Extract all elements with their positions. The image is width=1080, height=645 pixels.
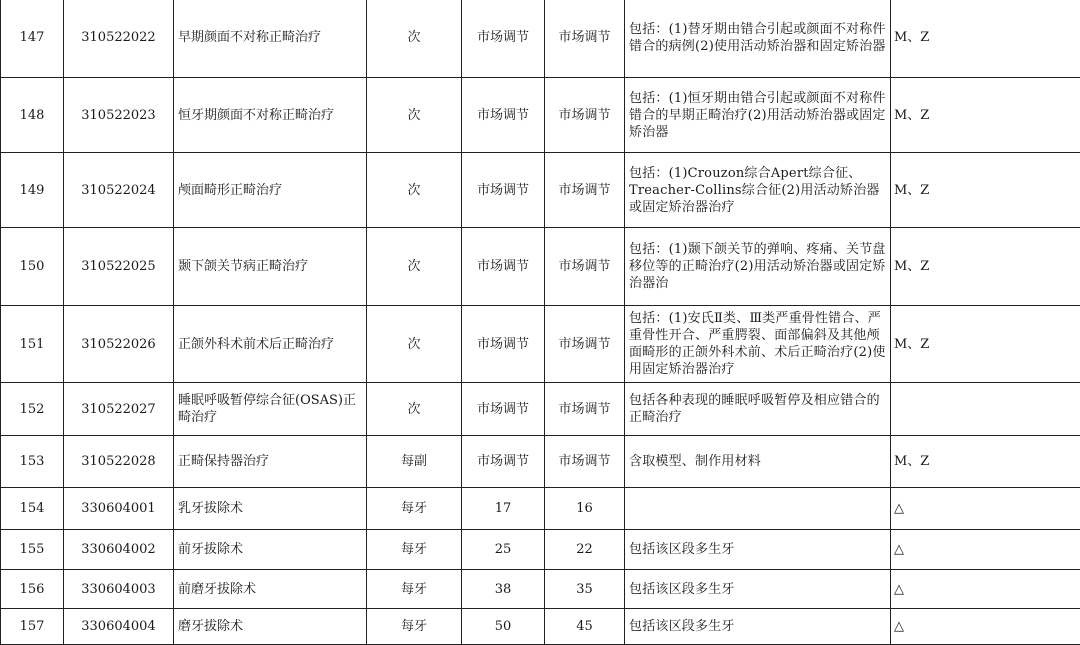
row-price-b: 22 bbox=[545, 530, 625, 570]
row-price-a: 市场调节 bbox=[462, 228, 545, 306]
row-note: M、Z bbox=[891, 228, 1080, 306]
row-code: 330604003 bbox=[64, 570, 174, 609]
row-seq: 156 bbox=[1, 570, 64, 609]
row-description: 包括：(1)安氏Ⅱ类、Ⅲ类严重骨性错合、严重骨性开合、严重腭裂、面部偏斜及其他颅面畸形的正颌外科术前、术后正畸治疗(2)使用固定矫治器治疗 bbox=[625, 306, 891, 383]
row-note: M、Z bbox=[891, 78, 1080, 153]
row-code: 310522027 bbox=[64, 383, 174, 436]
row-seq: 154 bbox=[1, 488, 64, 530]
row-unit: 每牙 bbox=[367, 488, 462, 530]
row-description: 包括：(1)恒牙期由错合引起或颜面不对称件错合的早期正畸治疗(2)用活动矫治器或固定矫治器 bbox=[625, 78, 891, 153]
row-price-b: 市场调节 bbox=[545, 436, 625, 488]
row-unit: 次 bbox=[367, 228, 462, 306]
row-note: M、Z bbox=[891, 436, 1080, 488]
row-note: M、Z bbox=[891, 306, 1080, 383]
table-row bbox=[1, 0, 1080, 78]
row-note: △ bbox=[891, 609, 1080, 645]
row-item-name: 正颌外科术前术后正畸治疗 bbox=[174, 306, 367, 383]
row-note: △ bbox=[891, 570, 1080, 609]
row-note: △ bbox=[891, 530, 1080, 570]
table-row bbox=[1, 530, 1080, 570]
row-description: 包括该区段多生牙 bbox=[625, 570, 891, 609]
row-unit: 次 bbox=[367, 383, 462, 436]
row-price-b: 市场调节 bbox=[545, 78, 625, 153]
table-row bbox=[1, 306, 1080, 383]
row-item-name: 前牙拔除术 bbox=[174, 530, 367, 570]
table-row bbox=[1, 488, 1080, 530]
row-item-name: 正畸保持器治疗 bbox=[174, 436, 367, 488]
row-code: 310522023 bbox=[64, 78, 174, 153]
row-code: 310522025 bbox=[64, 228, 174, 306]
row-code: 330604004 bbox=[64, 609, 174, 645]
row-code: 310522022 bbox=[64, 0, 174, 78]
row-price-b: 市场调节 bbox=[545, 0, 625, 78]
row-unit: 次 bbox=[367, 153, 462, 228]
table-row bbox=[1, 436, 1080, 488]
row-price-b: 35 bbox=[545, 570, 625, 609]
row-description: 包括：(1)Crouzon综合Apert综合征、Treacher-Collins综合征(2)用活动矫治器或固定矫治器治疗 bbox=[625, 153, 891, 228]
row-unit: 每牙 bbox=[367, 609, 462, 645]
row-description: 包括该区段多生牙 bbox=[625, 609, 891, 645]
row-seq: 147 bbox=[1, 0, 64, 78]
row-price-a: 市场调节 bbox=[462, 78, 545, 153]
row-price-b: 市场调节 bbox=[545, 228, 625, 306]
row-item-name: 磨牙拔除术 bbox=[174, 609, 367, 645]
row-description: 包括各种表现的睡眠呼吸暂停及相应错合的正畸治疗 bbox=[625, 383, 891, 436]
row-seq: 150 bbox=[1, 228, 64, 306]
row-unit: 每牙 bbox=[367, 570, 462, 609]
row-price-b: 16 bbox=[545, 488, 625, 530]
row-seq: 153 bbox=[1, 436, 64, 488]
row-description: 包括该区段多生牙 bbox=[625, 530, 891, 570]
table-body bbox=[1, 0, 1080, 645]
row-item-name: 早期颜面不对称正畸治疗 bbox=[174, 0, 367, 78]
row-item-name: 恒牙期颜面不对称正畸治疗 bbox=[174, 78, 367, 153]
row-price-a: 50 bbox=[462, 609, 545, 645]
row-unit: 次 bbox=[367, 78, 462, 153]
row-price-b: 市场调节 bbox=[545, 383, 625, 436]
row-description: 包括：(1)颞下颌关节的弹响、疼痛、关节盘移位等的正畸治疗(2)用活动矫治器或固定矫治器治 bbox=[625, 228, 891, 306]
row-price-a: 25 bbox=[462, 530, 545, 570]
row-unit: 每牙 bbox=[367, 530, 462, 570]
row-item-name: 前磨牙拔除术 bbox=[174, 570, 367, 609]
row-price-a: 市场调节 bbox=[462, 0, 545, 78]
row-seq: 157 bbox=[1, 609, 64, 645]
row-seq: 151 bbox=[1, 306, 64, 383]
row-seq: 152 bbox=[1, 383, 64, 436]
row-note: △ bbox=[891, 488, 1080, 530]
row-code: 310522024 bbox=[64, 153, 174, 228]
row-price-b: 市场调节 bbox=[545, 306, 625, 383]
row-code: 310522026 bbox=[64, 306, 174, 383]
row-description: 包括：(1)替牙期由错合引起或颜面不对称件错合的病例(2)使用活动矫治器和固定矫治器 bbox=[625, 0, 891, 78]
row-unit: 次 bbox=[367, 306, 462, 383]
row-price-b: 市场调节 bbox=[545, 153, 625, 228]
row-price-b: 45 bbox=[545, 609, 625, 645]
table-row bbox=[1, 78, 1080, 153]
row-price-a: 市场调节 bbox=[462, 436, 545, 488]
row-item-name: 颅面畸形正畸治疗 bbox=[174, 153, 367, 228]
row-code: 330604002 bbox=[64, 530, 174, 570]
row-seq: 149 bbox=[1, 153, 64, 228]
row-note bbox=[891, 383, 1080, 436]
row-price-a: 38 bbox=[462, 570, 545, 609]
row-code: 330604001 bbox=[64, 488, 174, 530]
row-description: 含取模型、制作用材料 bbox=[625, 436, 891, 488]
row-seq: 148 bbox=[1, 78, 64, 153]
row-note: M、Z bbox=[891, 0, 1080, 78]
row-description bbox=[625, 488, 891, 530]
table-row bbox=[1, 153, 1080, 228]
row-item-name: 睡眠呼吸暂停综合征(OSAS)正畸治疗 bbox=[174, 383, 367, 436]
table-row bbox=[1, 609, 1080, 645]
row-note: M、Z bbox=[891, 153, 1080, 228]
row-unit: 次 bbox=[367, 0, 462, 78]
table-row bbox=[1, 228, 1080, 306]
row-price-a: 市场调节 bbox=[462, 153, 545, 228]
row-item-name: 乳牙拔除术 bbox=[174, 488, 367, 530]
row-code: 310522028 bbox=[64, 436, 174, 488]
table-row bbox=[1, 383, 1080, 436]
row-seq: 155 bbox=[1, 530, 64, 570]
row-item-name: 颞下颌关节病正畸治疗 bbox=[174, 228, 367, 306]
row-unit: 每副 bbox=[367, 436, 462, 488]
table-row bbox=[1, 570, 1080, 609]
row-price-a: 市场调节 bbox=[462, 306, 545, 383]
row-price-a: 市场调节 bbox=[462, 383, 545, 436]
row-price-a: 17 bbox=[462, 488, 545, 530]
